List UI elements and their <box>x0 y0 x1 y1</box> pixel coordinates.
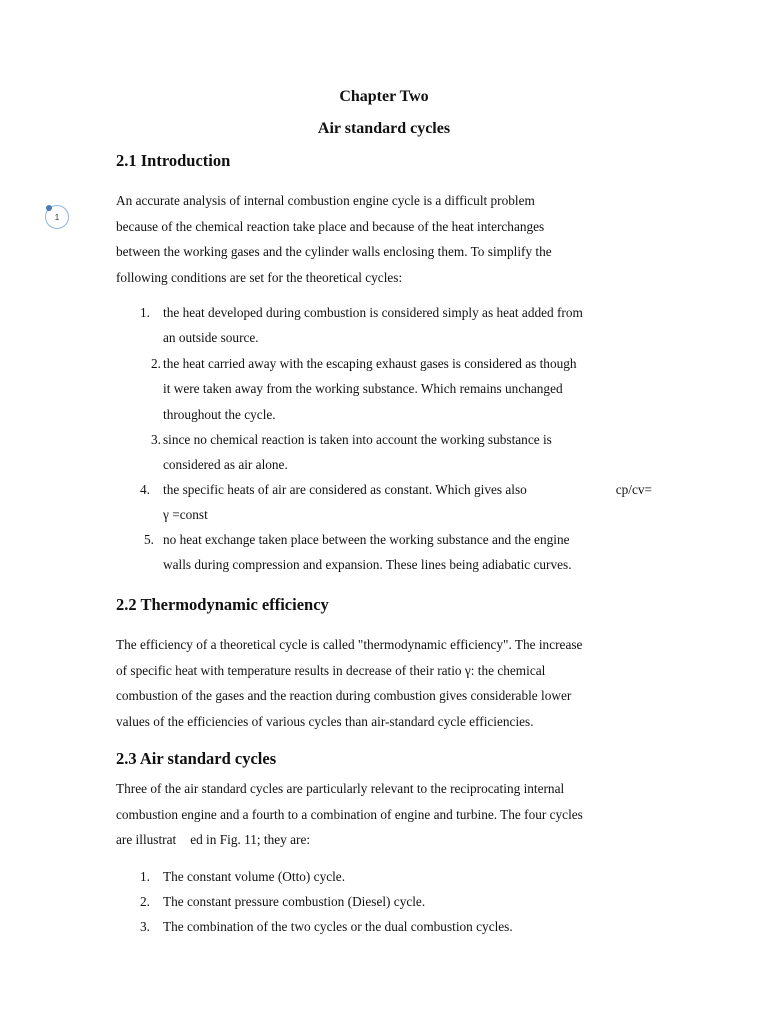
paragraph-line: combustion engine and a fourth to a combination of engine and turbine. The four cycles <box>116 806 583 822</box>
paragraph-segment: are illustrat <box>116 832 177 847</box>
list-text-segment: the specific heats of air are considered as constant. Which gives also <box>163 482 527 497</box>
list-number: 3. <box>151 432 161 447</box>
list-number: 1. <box>140 869 150 884</box>
list-text <box>163 427 652 478</box>
list-text-line: no heat exchange taken place between the working substance and the engine <box>163 532 570 547</box>
list-text-line: the heat developed during combustion is considered simply as heat added from <box>163 305 583 320</box>
paragraph-line: An accurate analysis of internal combustion engine cycle is a difficult problem <box>116 193 535 208</box>
list-number: 2. <box>140 894 150 909</box>
paragraph-line: following conditions are set for the theoretical cycles: <box>116 269 403 285</box>
formula-ratio: cp/cv= <box>615 482 652 497</box>
list-text <box>163 351 652 427</box>
paragraph-line: between the working gases and the cylinder walls enclosing them. To simplify the <box>116 244 552 259</box>
paragraph-line: values of the efficiencies of various cycles than air-standard cycle efficiencies. <box>116 713 534 729</box>
chapter-subtitle: Air standard cycles <box>317 120 451 137</box>
list-number: 2. <box>151 356 161 371</box>
comment-number: 1 <box>54 212 60 222</box>
list-text-line: since no chemical reaction is taken into account the working substance is <box>163 432 552 447</box>
list-text-line: walls during compression and expansion. These lines being adiabatic curves. <box>163 557 572 573</box>
list-text-line: an outside source. <box>163 330 259 346</box>
list-text-line: considered as air alone. <box>163 457 288 473</box>
list-text-line: throughout the cycle. <box>163 406 276 422</box>
list-text: The constant pressure combustion (Diesel) cycle. <box>163 894 426 909</box>
paragraph-line: because of the chemical reaction take place and because of the heat interchanges <box>116 218 545 234</box>
paragraph-line: of specific heat with temperature results in decrease of their ratio γ: the chemical <box>116 662 546 678</box>
paragraph-line: combustion of the gases and the reaction during combustion gives considerable lower <box>116 688 572 703</box>
section-heading-introduction: 2.1 Introduction <box>116 151 231 170</box>
section-heading-air-standard-cycles: 2.3 Air standard cycles <box>116 749 277 768</box>
list-number: 4. <box>140 482 150 497</box>
paragraph-line <box>116 827 652 853</box>
introduction-paragraph <box>116 188 652 290</box>
paragraph-line: Three of the air standard cycles are particularly relevant to the reciprocating internal <box>116 781 565 796</box>
paragraph-segment: ed in Fig. 11; they are: <box>190 832 311 847</box>
comment-dot-icon <box>46 205 52 211</box>
air-standard-cycles-paragraph <box>116 776 652 853</box>
formula-gamma-const: γ =const <box>163 507 208 523</box>
list-number: 5. <box>144 532 154 547</box>
section-heading-thermodynamic-efficiency: 2.2 Thermodynamic efficiency <box>116 595 329 614</box>
chapter-title: Chapter Two <box>339 88 429 105</box>
list-text: The combination of the two cycles or the dual combustion cycles. <box>163 919 513 934</box>
list-text <box>163 300 652 351</box>
list-text <box>163 477 652 528</box>
thermodynamic-efficiency-paragraph <box>116 632 652 734</box>
list-number: 1. <box>140 305 150 320</box>
list-text-line: the heat carried away with the escaping exhaust gases is considered as though <box>163 356 577 371</box>
list-text: The constant volume (Otto) cycle. <box>163 869 346 884</box>
list-text-line <box>163 477 652 502</box>
list-text <box>163 527 652 578</box>
list-text-line: it were taken away from the working substance. Which remains unchanged <box>163 381 563 397</box>
paragraph-line: The efficiency of a theoretical cycle is called "thermodynamic efficiency". The increase <box>116 637 583 652</box>
list-number: 3. <box>140 919 150 934</box>
